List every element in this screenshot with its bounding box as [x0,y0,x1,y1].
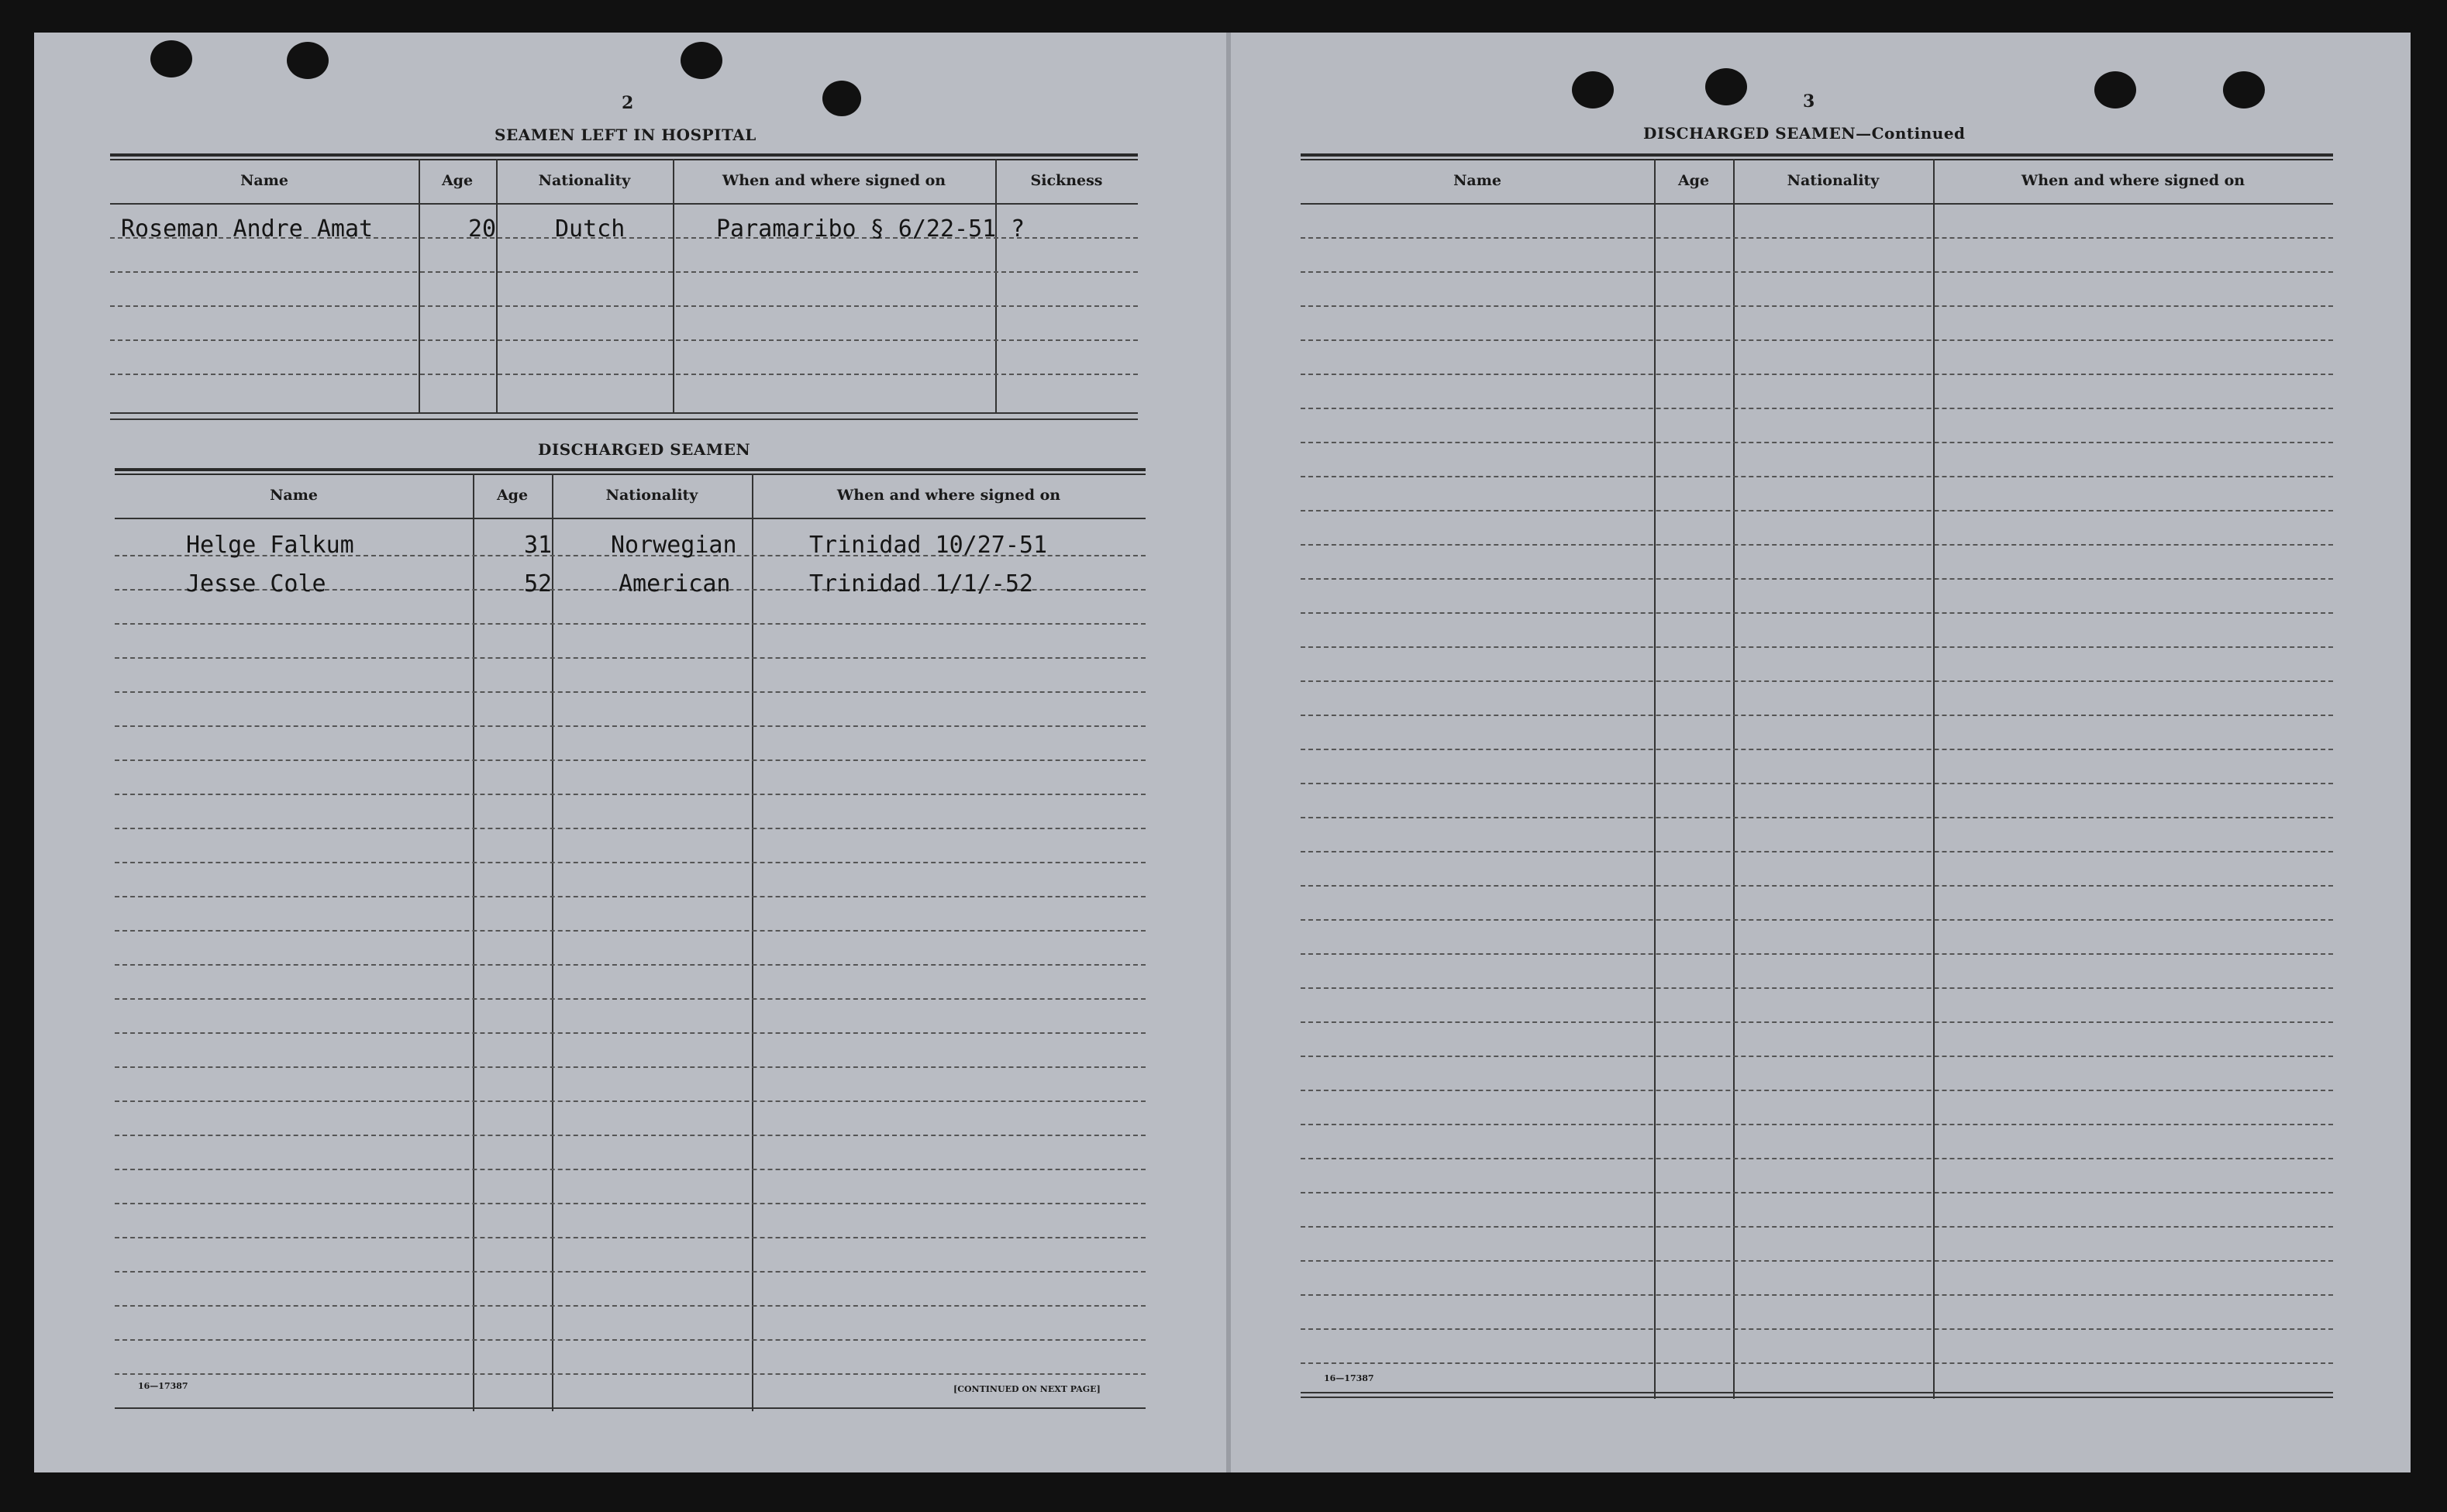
ruled-line [1301,544,2333,546]
punch-hole [681,42,722,79]
ruled-line [1301,987,2333,989]
column-header: When and where signed on [722,172,946,189]
ruled-line [115,623,1146,625]
column-header: Name [270,487,318,504]
ruled-line [1301,919,2333,921]
hospital-signed-on-cell: Paramaribo § 6/22-51 [716,215,997,243]
ruled-line [1301,1260,2333,1262]
continued-note: [CONTINUED ON NEXT PAGE] [953,1384,1101,1394]
discharged-signed-on-cell: Trinidad 1/1/-52 [809,570,1033,598]
discharged-age-cell: 52 [524,570,553,598]
ruled-line [115,828,1146,829]
ruled-line [115,998,1146,1000]
ruled-line [1301,1158,2333,1159]
ruled-line [1301,1192,2333,1193]
ruled-line [1301,374,2333,375]
form-number: 16—17387 [1324,1373,1374,1383]
ruled-line [115,930,1146,932]
punch-hole [287,42,329,79]
ruled-line [1301,408,2333,409]
ruled-line [1301,1056,2333,1057]
column-header: Nationality [538,172,631,189]
ruled-line [1301,749,2333,750]
discharged-nationality-cell: American [619,570,731,598]
ruled-line [1301,715,2333,716]
ruled-line [1301,680,2333,682]
ruled-line [1301,817,2333,818]
ruled-line [115,1100,1146,1102]
column-header: When and where signed on [2021,172,2245,189]
ruled-line [1301,1226,2333,1228]
ruled-line [1301,442,2333,443]
ruled-line [1301,1090,2333,1091]
ruled-line [115,1169,1146,1170]
ruled-line [1301,339,2333,341]
column-header: Age [441,172,474,189]
left-page [34,33,1228,1472]
column-header: Name [1453,172,1501,189]
ruled-line [115,1271,1146,1273]
punch-hole [2094,71,2136,108]
ruled-line [115,725,1146,727]
ruled-line [1301,612,2333,614]
discharged-age-cell: 31 [524,532,553,559]
column-header: When and where signed on [836,487,1061,504]
column-header: Age [1677,172,1710,189]
ruled-line [1301,476,2333,477]
discharged-name-cell: Jesse Cole [186,570,326,598]
ruled-line [1301,1021,2333,1023]
form-number: 16—17387 [138,1381,188,1391]
discharged-continued-table [1301,153,2333,1409]
ruled-line [115,1373,1146,1375]
ruled-line [1301,510,2333,511]
page-number: 2 [622,93,634,113]
ruled-line [1301,646,2333,648]
ruled-line [1301,1294,2333,1296]
punch-hole [150,40,192,77]
hospital-name-cell: Roseman Andre Amat [121,215,374,243]
discharged-signed-on-cell: Trinidad 10/27-51 [809,532,1048,559]
ruled-line [115,1237,1146,1238]
column-header: Age [496,487,529,504]
hospital-age-cell: 20 [468,215,497,243]
discharged-table [115,468,1146,1414]
ruled-line [115,896,1146,897]
page-number: 3 [1803,91,1815,112]
ruled-line [115,1339,1146,1341]
column-header: Nationality [605,487,698,504]
hospital-table [110,153,1138,451]
punch-hole [1705,68,1747,105]
discharged-name-cell: Helge Falkum [186,532,354,559]
punch-hole [822,81,861,116]
ruled-line [1301,885,2333,887]
discharged-continued-title: DISCHARGED SEAMEN—Continued [1643,124,1966,143]
ruled-line [115,964,1146,966]
ruled-line [1301,578,2333,580]
column-header: Nationality [1787,172,1880,189]
ruled-line [115,657,1146,659]
ruled-line [115,1305,1146,1307]
ruled-line [115,1032,1146,1034]
ruled-line [115,1203,1146,1204]
discharged-nationality-cell: Norwegian [611,532,737,559]
right-page [1231,33,2411,1472]
ruled-line [1301,1124,2333,1125]
ruled-line [115,794,1146,795]
punch-hole [1572,71,1614,108]
ruled-line [115,1066,1146,1068]
column-header: Name [240,172,288,189]
ruled-line [1301,271,2333,273]
discharged-section-title: DISCHARGED SEAMEN [538,440,751,459]
ruled-line [1301,783,2333,784]
ruled-line [1301,305,2333,307]
ruled-line [1301,237,2333,239]
hospital-nationality-cell: Dutch [555,215,626,243]
hospital-section-title: SEAMEN LEFT IN HOSPITAL [495,126,757,144]
ruled-line [115,759,1146,761]
ruled-line [1301,953,2333,955]
ruled-line [115,1135,1146,1136]
punch-hole [2223,71,2265,108]
ruled-line [1301,1362,2333,1364]
ruled-line [1301,851,2333,852]
column-header: Sickness [1030,172,1103,189]
ruled-line [115,862,1146,863]
hospital-sickness-cell: ? [1011,215,1025,243]
ruled-line [115,691,1146,693]
ruled-line [1301,1328,2333,1330]
